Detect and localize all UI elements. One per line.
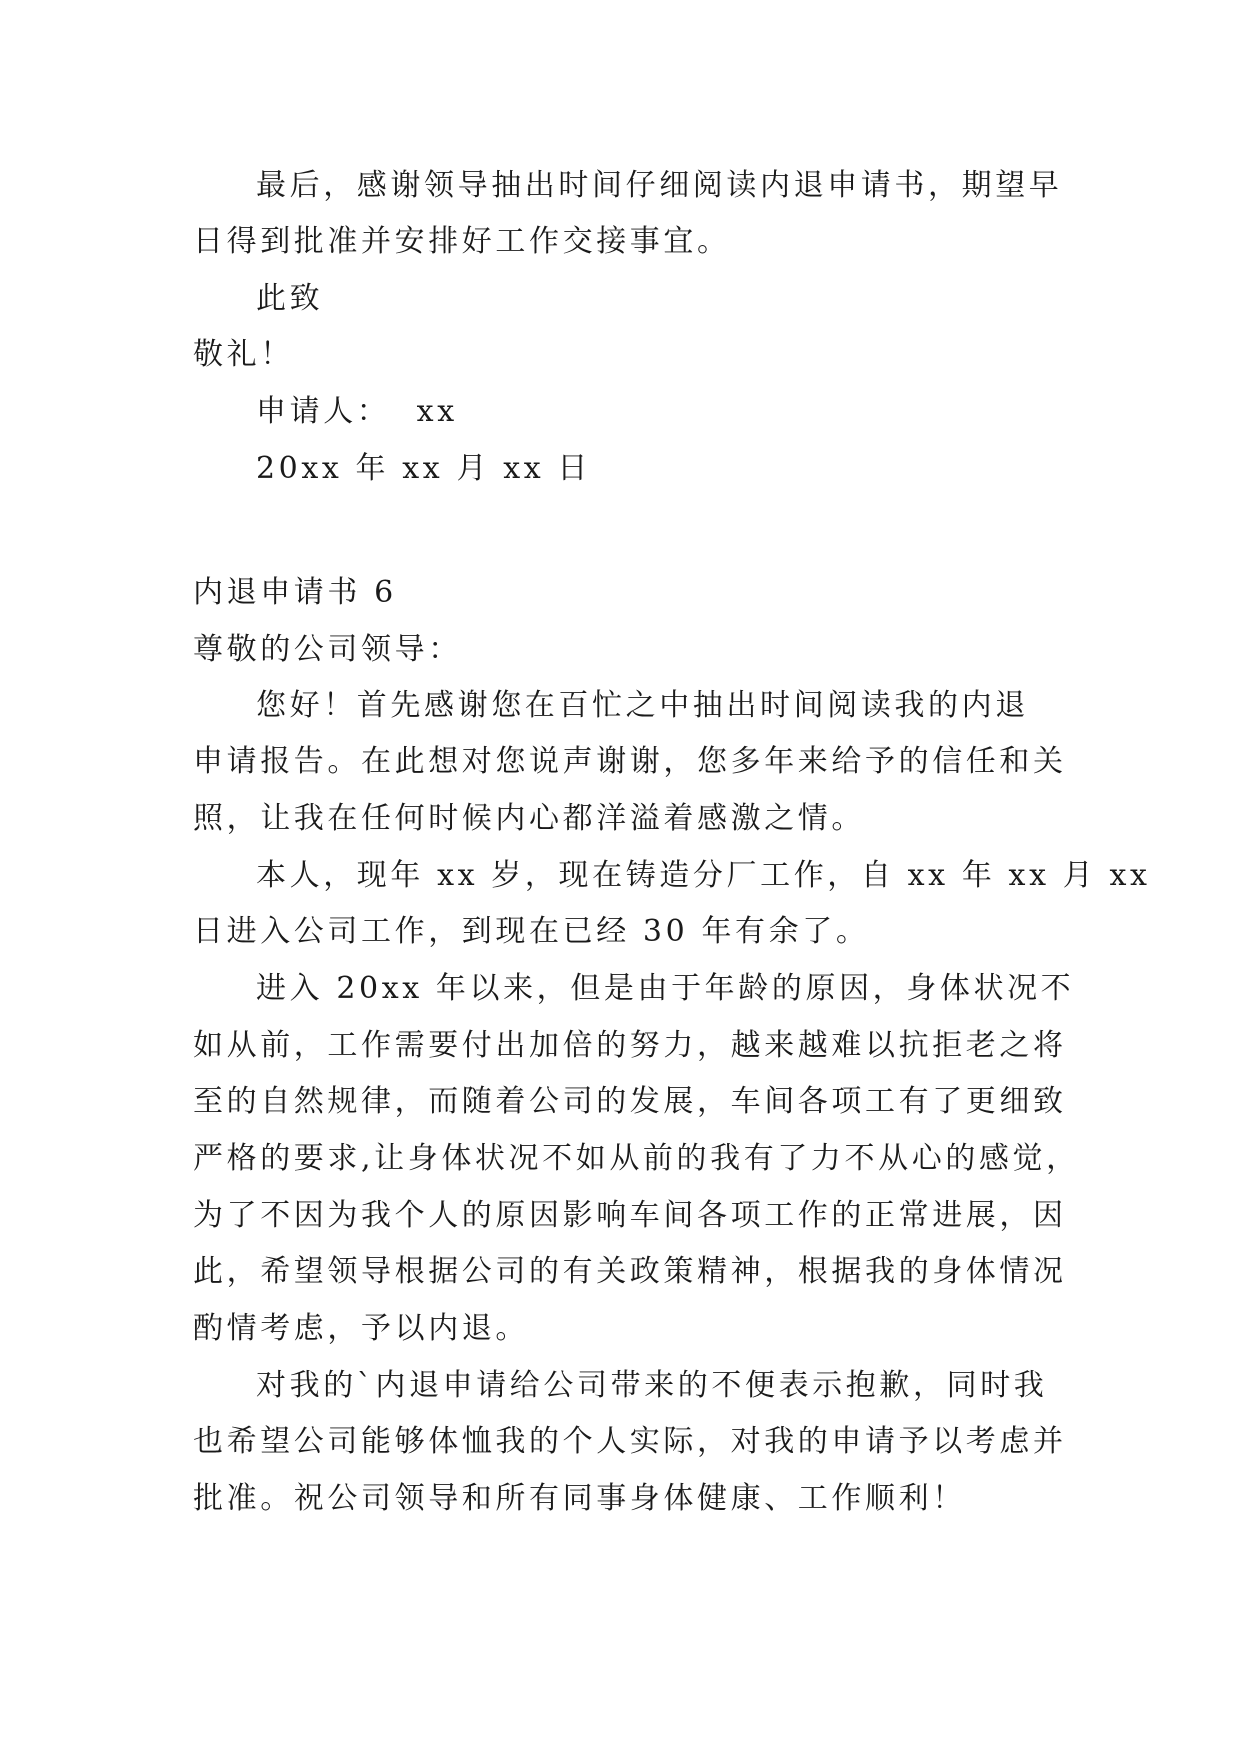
para3-line-5: 为了不因为我个人的原因影响车间各项工作的正常进展，因 [193,1198,1067,1233]
date-line: 20xx 年 xx 月 xx 日 [256,451,591,486]
para2-line-1: 本人，现年 xx 岁，现在铸造分厂工作，自 xx 年 xx 月 xx [256,858,1151,893]
para3-line-7: 酌情考虑，予以内退。 [193,1311,529,1346]
para4-line-3: 批准。祝公司领导和所有同事身体健康、工作顺利！ [193,1481,966,1516]
para3-line-3: 至的自然规律，而随着公司的发展，车间各项工有了更细致 [193,1084,1067,1119]
para4-line-2: 也希望公司能够体恤我的个人实际，对我的申请予以考虑并 [193,1424,1067,1459]
para2-line-2: 日进入公司工作，到现在已经 30 年有余了。 [193,914,870,949]
ci-zhi-text: 此致 [256,281,324,316]
applicant-line: 申请人： xx [256,394,458,429]
para1-line-1: 您好！首先感谢您在百忙之中抽出时间阅读我的内退 [256,688,1029,723]
para3-line-1: 进入 20xx 年以来，但是由于年龄的原因，身体状况不 [256,971,1075,1006]
para1-line-2: 申请报告。在此想对您说声谢谢，您多年来给予的信任和关 [193,744,1067,779]
para4-line-1: 对我的`内退申请给公司带来的不便表示抱歉，同时我 [256,1368,1048,1403]
salutation: 尊敬的公司领导： [193,632,462,667]
para3-line-4: 严格的要求,让身体状况不如从前的我有了力不从心的感觉， [193,1141,1080,1176]
para1-line-3: 照，让我在任何时候内心都洋溢着感激之情。 [193,801,865,836]
section-title: 内退申请书 6 [193,575,397,610]
para3-line-6: 此，希望领导根据公司的有关政策精神，根据我的身体情况 [193,1254,1067,1289]
para3-line-2: 如从前，工作需要付出加倍的努力，越来越难以抗拒老之将 [193,1028,1067,1063]
jing-li-text: 敬礼！ [193,337,294,372]
closing-paragraph-line-2: 日得到批准并安排好工作交接事宜。 [193,224,731,259]
closing-paragraph-line-1: 最后，感谢领导抽出时间仔细阅读内退申请书，期望早 [256,168,1063,203]
